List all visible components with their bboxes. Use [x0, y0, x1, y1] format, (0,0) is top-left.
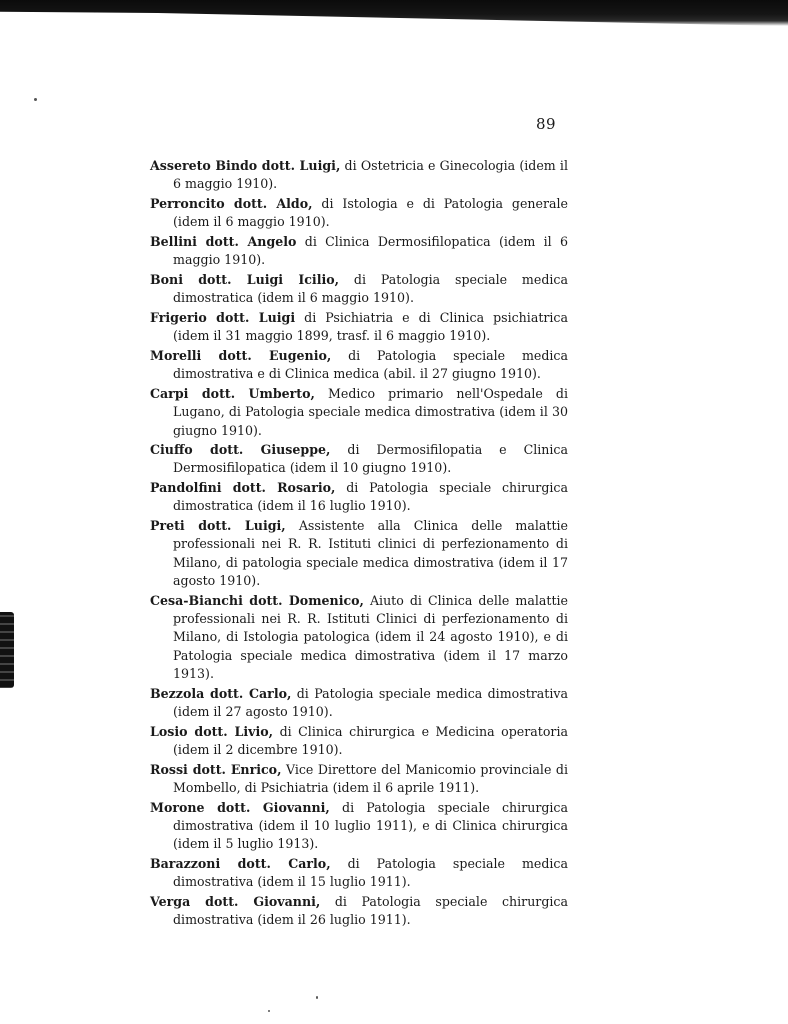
entry-details: di Istologia e di Patologia generale (idem il 6 maggio 1910).	[173, 195, 568, 230]
entry-details: Medico primario nell'Ospedale di Lugano, di Patologia speciale medica dimostrativa (idem il 30 giugno 1910).	[173, 385, 568, 438]
entry-name: Rossi dott. Enrico,	[150, 761, 282, 777]
entry-name: Bezzola dott. Carlo,	[150, 685, 292, 701]
list-entry	[150, 685, 568, 722]
binding-mark	[0, 612, 14, 688]
entry-name: Verga dott. Giovanni,	[150, 893, 321, 909]
entry-name: Ciuffo dott. Giuseppe,	[150, 442, 331, 458]
entry-name: Perroncito dott. Aldo,	[150, 195, 313, 211]
entry-name: Morone dott. Giovanni,	[150, 799, 330, 815]
entry-details: di Psichiatria e di Clinica psichiatrica (idem il 31 maggio 1899, trasf. il 6 maggio 1910).	[173, 309, 568, 344]
entry-details: di Patologia speciale chirurgica dimostrativa (idem il 10 luglio 1911), e di Clinica chirurgica (idem il 5 luglio 1913).	[173, 799, 568, 852]
list-entry	[150, 479, 568, 516]
list-entry	[150, 195, 568, 232]
entry-name: Assereto Bindo dott. Luigi,	[150, 158, 341, 173]
entry-name: Pandolfini dott. Rosario,	[150, 480, 336, 496]
entry-name: Bellini dott. Angelo	[150, 233, 297, 249]
entry-details: Assistente alla Clinica delle malattie professionali nei R. R. Istituti clinici di perfezionamento di Milano, di patologia speciale medica dimostrativa (idem il 17 agosto 1910).	[173, 518, 568, 589]
entry-details: di Clinica chirurgica e Medicina operatoria (idem il 2 dicembre 1910).	[173, 723, 568, 757]
entry-details: di Ostetricia e Ginecologia (idem il 6 maggio 1910).	[173, 158, 568, 192]
entry-details: di Patologia speciale chirurgica dimostratica (idem il 16 luglio 1910).	[173, 480, 568, 514]
entry-name: Frigerio dott. Luigi	[150, 309, 296, 325]
list-entry	[150, 347, 568, 384]
list-entry	[150, 309, 568, 346]
page-number: 89	[536, 115, 557, 133]
entry-name: Losio dott. Livio,	[150, 723, 274, 739]
scan-speck	[316, 996, 318, 999]
entry-name: Boni dott. Luigi Icilio,	[150, 271, 340, 287]
list-entry	[150, 517, 568, 590]
entry-details: Vice Direttore del Manicomio provinciale di Mombello, di Psichiatria (idem il 6 aprile 1911).	[173, 761, 569, 795]
list-entry	[150, 271, 568, 308]
entry-details: di Patologia speciale chirurgica dimostrativa (idem il 26 luglio 1911).	[173, 893, 568, 928]
list-entry	[150, 893, 568, 930]
list-entry	[150, 385, 568, 440]
scan-speck	[34, 98, 37, 101]
scan-top-edge	[0, 0, 788, 26]
entry-details: di Patologia speciale medica dimostratica (idem il 6 maggio 1910).	[173, 271, 568, 306]
list-entry	[150, 233, 568, 270]
entry-name: Morelli dott. Eugenio,	[150, 347, 332, 363]
list-entry	[150, 592, 568, 683]
faculty-list	[150, 157, 568, 931]
list-entry	[150, 855, 568, 892]
list-entry	[150, 157, 568, 194]
list-entry	[150, 799, 568, 854]
entry-name: Preti dott. Luigi,	[150, 518, 286, 534]
entry-name: Carpi dott. Umberto,	[150, 385, 315, 401]
scan-speck	[268, 1010, 270, 1012]
list-entry	[150, 723, 568, 760]
entry-details: di Patologia speciale medica dimostrativa (idem il 27 agosto 1910).	[173, 685, 568, 719]
entry-details: Aiuto di Clinica delle malattie professionali nei R. R. Istituti Clinici di perfezionamento di Milano, di Istologia patologica (idem il 24 agosto 1910), e di Patologia speciale medica dimostrativa (idem il 17 marzo 1913).	[173, 592, 568, 681]
list-entry	[150, 761, 568, 798]
list-entry	[150, 441, 568, 478]
entry-details: di Patologia speciale medica dimostrativa e di Clinica medica (abil. il 27 giugno 1910).	[173, 347, 568, 382]
entry-details: di Clinica Dermosifilopatica (idem il 6 maggio 1910).	[173, 233, 568, 268]
entry-details: di Dermosifilopatia e Clinica Dermosifilopatica (idem il 10 giugno 1910).	[173, 442, 568, 476]
entry-name: Barazzoni dott. Carlo,	[150, 855, 331, 871]
entry-name: Cesa-Bianchi dott. Domenico,	[150, 592, 364, 608]
entry-details: di Patologia speciale medica dimostrativa (idem il 15 luglio 1911).	[173, 855, 568, 890]
